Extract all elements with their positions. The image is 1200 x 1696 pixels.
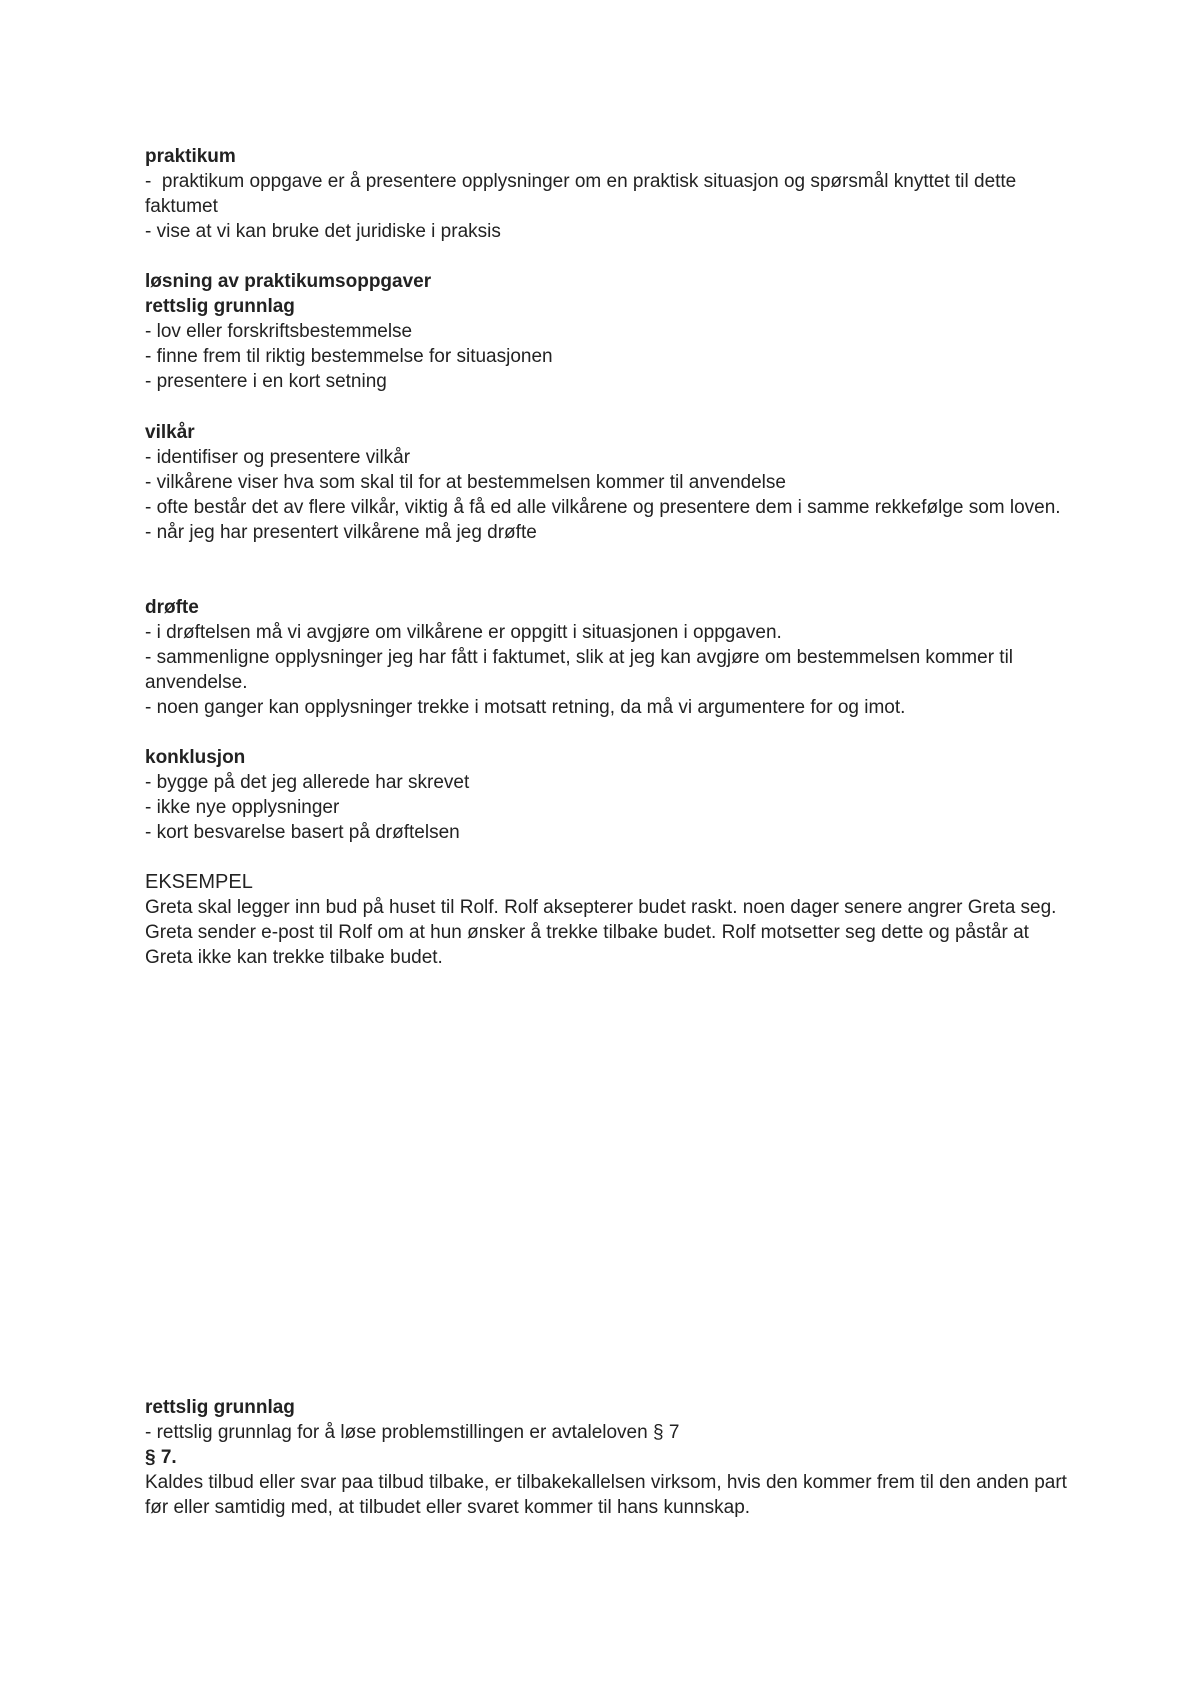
section-rettslig-grunnlag xyxy=(145,1395,1075,1520)
section-heading: løsning av praktikumsoppgaver xyxy=(145,271,432,292)
bullet-line: - vise at vi kan bruke det juridiske i praksis xyxy=(145,221,501,242)
bullet-line: - finne frem til riktig bestemmelse for situasjonen xyxy=(145,346,553,367)
bullet-line: - presentere i en kort setning xyxy=(145,371,387,392)
example-text: Greta skal legger inn bud på huset til Rolf. Rolf aksepterer budet raskt. noen dager senere angrer Greta seg. Greta sender e-post til Rolf om at hun ønsker å trekke tilbake budet. Rolf motsetter seg dette og påstår at Greta ikke kan trekke tilbake budet. xyxy=(145,897,1062,968)
example-heading: EKSEMPEL xyxy=(145,871,253,893)
section-konklusjon xyxy=(145,745,1075,845)
section-praktikum xyxy=(145,144,1075,244)
paragraph-text: Kaldes tilbud eller svar paa tilbud tilbake, er tilbakekallelsen virksom, hvis den kommer frem til den anden part før eller samtidig med, at tilbudet eller svaret kommer til hans kunnskap. xyxy=(145,1472,1073,1518)
bullet-line: - sammenligne opplysninger jeg har fått i faktumet, slik at jeg kan avgjøre om bestemmelsen kommer til anvendelse. xyxy=(145,647,1019,693)
bullet-line: - rettslig grunnlag for å løse problemstillingen er avtaleloven § 7 xyxy=(145,1422,680,1443)
bullet-line: - praktikum oppgave er å presentere opplysninger om en praktisk situasjon og spørsmål knyttet til dette faktumet xyxy=(145,171,1022,217)
section-eksempel xyxy=(145,870,1075,970)
section-heading: konklusjon xyxy=(145,747,246,768)
bullet-line: - kort besvarelse basert på drøftelsen xyxy=(145,822,460,843)
bullet-line: - identifiser og presentere vilkår xyxy=(145,447,411,468)
section-vilkar xyxy=(145,420,1075,545)
bullet-line: - bygge på det jeg allerede har skrevet xyxy=(145,772,470,793)
paragraph-number: § 7. xyxy=(145,1447,177,1468)
section-heading: vilkår xyxy=(145,422,195,443)
section-losning xyxy=(145,269,1075,394)
section-drofte xyxy=(145,595,1075,720)
bullet-line: - noen ganger kan opplysninger trekke i motsatt retning, da må vi argumentere for og imot. xyxy=(145,697,906,718)
bullet-line: - når jeg har presentert vilkårene må jeg drøfte xyxy=(145,522,537,543)
bullet-line: - ofte består det av flere vilkår, viktig å få ed alle vilkårene og presentere dem i samme rekkefølge som loven. xyxy=(145,497,1061,518)
bullet-line: - i drøftelsen må vi avgjøre om vilkårene er oppgitt i situasjonen i oppgaven. xyxy=(145,622,782,643)
bullet-line: - vilkårene viser hva som skal til for at bestemmelsen kommer til anvendelse xyxy=(145,472,786,493)
section-heading: praktikum xyxy=(145,146,236,167)
bullet-line: - lov eller forskriftsbestemmelse xyxy=(145,321,413,342)
section-heading: rettslig grunnlag xyxy=(145,1397,295,1418)
section-subheading: rettslig grunnlag xyxy=(145,296,295,317)
bullet-line: - ikke nye opplysninger xyxy=(145,797,340,818)
section-heading: drøfte xyxy=(145,597,199,618)
